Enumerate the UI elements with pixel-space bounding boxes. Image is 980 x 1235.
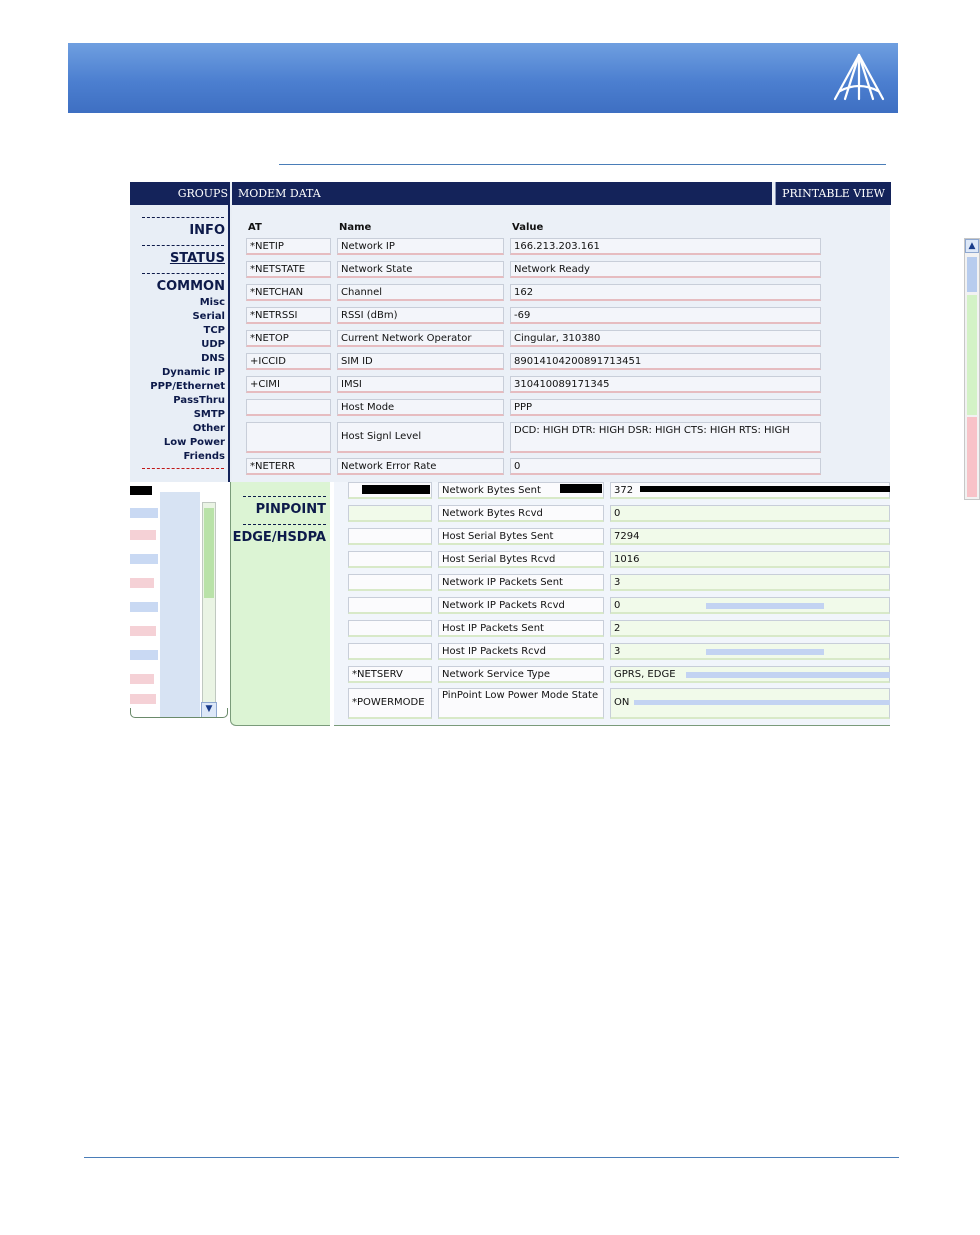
- table-cell-name: Network Bytes Sent: [438, 482, 604, 499]
- page-banner: [68, 43, 898, 113]
- table-cell-value: 1016: [610, 551, 890, 568]
- sidebar-item-smtp[interactable]: SMTP: [193, 409, 225, 420]
- table-cell-name: Host Mode: [337, 399, 504, 416]
- sidebar-item-other[interactable]: Other: [192, 423, 225, 434]
- modem-data-header: MODEM DATA: [232, 182, 772, 205]
- table-cell-value: 89014104200891713451: [510, 353, 821, 370]
- table-cell-value: DCD: HIGH DTR: HIGH DSR: HIGH CTS: HIGH RTS: HIGH: [510, 422, 821, 453]
- sidebar-item-low-power[interactable]: Low Power: [163, 437, 225, 448]
- sidebar-item-edge-hsdpa[interactable]: EDGE/HSDPA: [232, 530, 326, 545]
- sidebar-item-udp[interactable]: UDP: [201, 339, 225, 350]
- table-cell-name: SIM ID: [337, 353, 504, 370]
- redaction-bar: [130, 486, 152, 495]
- table-cell-value: Cingular, 310380: [510, 330, 821, 347]
- row-fragment: [686, 672, 890, 678]
- row-fragment: [130, 650, 158, 660]
- vertical-scrollbar[interactable]: [964, 238, 980, 500]
- table-cell-name: Host Serial Bytes Sent: [438, 528, 604, 545]
- left-scrollbar[interactable]: [202, 502, 216, 717]
- table-cell-value: 3: [610, 643, 890, 660]
- divider: [243, 496, 326, 497]
- table-cell-at: *NETRSSI: [246, 307, 331, 324]
- row-fragment: [130, 602, 158, 612]
- redaction-bar: [362, 485, 430, 494]
- sidebar-item-ppp-ethernet[interactable]: PPP/Ethernet: [150, 381, 225, 392]
- table-cell-name: Host Signl Level: [337, 422, 504, 453]
- table-cell-name: IMSI: [337, 376, 504, 393]
- table-cell-value: 372: [610, 482, 890, 499]
- left-scroll-region: [130, 482, 228, 718]
- sidebar-item-info[interactable]: INFO: [189, 223, 225, 238]
- table-cell-value: 7294: [610, 528, 890, 545]
- table-cell-value: 0: [510, 458, 821, 475]
- table-cell-value: 162: [510, 284, 821, 301]
- scrollbar-thumb[interactable]: [967, 257, 977, 292]
- lower-capture: [130, 482, 890, 728]
- groups-header: GROUPS: [130, 182, 230, 205]
- printable-view-button[interactable]: PRINTABLE VIEW: [775, 182, 891, 205]
- column-header-at: AT: [248, 222, 262, 233]
- panel-frame: [130, 708, 228, 718]
- table-cell-value: 310410089171345: [510, 376, 821, 393]
- table-cell-value: 2: [610, 620, 890, 637]
- table-cell-at: [246, 399, 331, 416]
- table-cell-name: Channel: [337, 284, 504, 301]
- column-header-value: Value: [512, 222, 544, 233]
- table-cell-name: Network State: [337, 261, 504, 278]
- table-cell-value: 166.213.203.161: [510, 238, 821, 255]
- sidebar-item-tcp[interactable]: TCP: [203, 325, 225, 336]
- redaction-bar: [640, 486, 890, 492]
- divider: [142, 468, 224, 469]
- column-header-name: Name: [339, 222, 372, 233]
- table-cell-value: -69: [510, 307, 821, 324]
- row-fragment: [130, 508, 158, 518]
- table-cell-value: ON: [610, 688, 890, 719]
- table-cell-name: Network IP: [337, 238, 504, 255]
- sidebar-strip: [160, 492, 200, 717]
- row-fragment: [706, 603, 824, 609]
- row-fragment: [130, 694, 156, 704]
- table-cell-at: +CIMI: [246, 376, 331, 393]
- row-fragment: [130, 674, 154, 684]
- divider: [142, 273, 224, 274]
- table-cell-at: *NETERR: [246, 458, 331, 475]
- table-cell-name: Host IP Packets Sent: [438, 620, 604, 637]
- table-cell-name: Network Bytes Rcvd: [438, 505, 604, 522]
- sidebar-item-friends[interactable]: Friends: [183, 451, 225, 462]
- table-cell-value: 3: [610, 574, 890, 591]
- sidebar-item-misc[interactable]: Misc: [199, 297, 225, 308]
- table-cell-value: GPRS, EDGE: [610, 666, 890, 683]
- scroll-up-icon[interactable]: ▲: [965, 239, 979, 253]
- table-cell-value: Network Ready: [510, 261, 821, 278]
- divider: [142, 245, 224, 246]
- modem-data-table: [232, 205, 976, 482]
- table-cell-value: 0: [610, 505, 890, 522]
- divider: [142, 217, 224, 218]
- table-cell-at: *POWERMODE: [348, 688, 432, 719]
- header-rule: [279, 164, 886, 165]
- airlink-antenna-icon: [832, 53, 886, 103]
- lower-groups-sidebar: [230, 482, 330, 726]
- footer-rule: [84, 1157, 899, 1158]
- row-fragment: [130, 554, 158, 564]
- table-cell-name: Network Service Type: [438, 666, 604, 683]
- table-cell-at: [246, 422, 331, 453]
- lower-data-table: [334, 482, 890, 726]
- table-cell-name: PinPoint Low Power Mode State: [438, 688, 604, 719]
- table-cell-value: PPP: [510, 399, 821, 416]
- scrollbar-track-segment: [967, 417, 977, 497]
- row-fragment: [130, 578, 154, 588]
- scrollbar-track-segment: [967, 295, 977, 415]
- table-cell-name: Host IP Packets Rcvd: [438, 643, 604, 660]
- table-cell-name: Network IP Packets Rcvd: [438, 597, 604, 614]
- table-cell-at: *NETOP: [246, 330, 331, 347]
- table-cell-at: *NETCHAN: [246, 284, 331, 301]
- row-fragment: [634, 700, 890, 705]
- sidebar-item-dns[interactable]: DNS: [201, 353, 225, 364]
- table-cell-at: [348, 597, 432, 614]
- groups-sidebar: [130, 205, 230, 482]
- table-cell-at: +ICCID: [246, 353, 331, 370]
- sidebar-item-status[interactable]: STATUS: [169, 251, 225, 266]
- table-cell-name: Host Serial Bytes Rcvd: [438, 551, 604, 568]
- sidebar-item-dynamic-ip[interactable]: Dynamic IP: [162, 367, 225, 378]
- table-cell-at: [348, 643, 432, 660]
- row-fragment: [706, 649, 824, 655]
- table-cell-name: RSSI (dBm): [337, 307, 504, 324]
- row-fragment: [130, 626, 156, 636]
- table-cell-value: 0: [610, 597, 890, 614]
- row-fragment: [130, 530, 156, 540]
- table-cell-at: *NETIP: [246, 238, 331, 255]
- acemanager-screenshot: [130, 182, 976, 728]
- sidebar-item-common[interactable]: COMMON: [156, 279, 225, 294]
- redaction-bar: [560, 484, 602, 493]
- sidebar-item-passthru[interactable]: PassThru: [173, 395, 225, 406]
- table-cell-at: [348, 574, 432, 591]
- scroll-down-icon[interactable]: ▼: [201, 702, 217, 718]
- table-cell-at: [348, 505, 432, 522]
- table-cell-at: [348, 551, 432, 568]
- table-cell-name: Current Network Operator: [337, 330, 504, 347]
- scrollbar-thumb[interactable]: [204, 508, 214, 598]
- sidebar-item-serial[interactable]: Serial: [192, 311, 225, 322]
- table-cell-at: *NETSERV: [348, 666, 432, 683]
- divider: [243, 524, 326, 525]
- table-cell-at: *NETSTATE: [246, 261, 331, 278]
- table-cell-name: Network Error Rate: [337, 458, 504, 475]
- table-cell-name: Network IP Packets Sent: [438, 574, 604, 591]
- table-cell-at: [348, 528, 432, 545]
- sidebar-item-pinpoint[interactable]: PINPOINT: [255, 502, 326, 517]
- table-cell-at: [348, 620, 432, 637]
